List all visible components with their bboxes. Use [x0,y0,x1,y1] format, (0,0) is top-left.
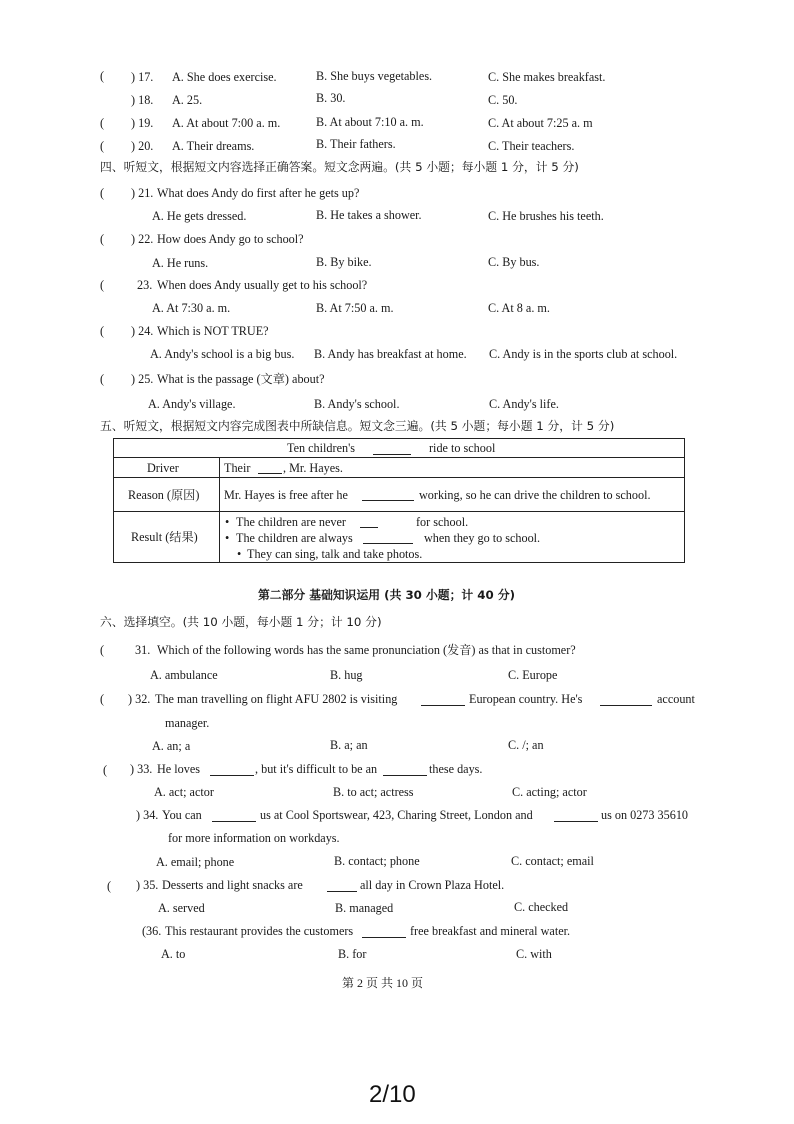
reason-pre: Mr. Hayes is free after he [224,488,348,502]
page-index: 2/10 [369,1081,416,1108]
q33-stem-3: these days. [429,762,483,776]
q34-stem-1: You can [162,808,202,822]
q18-option-c: C. 50. [488,93,518,107]
q20-number: ) 20. [131,139,154,153]
q25-stem: What is the passage (文章) about? [157,372,325,386]
driver-blank [258,473,282,474]
q24-number: ) 24. [131,324,154,338]
q25-option-c: C. Andy's life. [489,397,559,411]
q32-option-c: C. /; an [508,738,544,752]
q31-option-a: A. ambulance [150,668,218,682]
page-footer-label: 第 2 页 共 10 页 [342,976,424,990]
driver-post: , Mr. Hayes. [283,461,343,475]
q25-paren: ( [100,372,105,386]
driver-label-cell [114,458,220,478]
q34-stem-2: us at Cool Sportswear, 423, Charing Street, London and [260,808,533,822]
q33-blank-2 [383,775,427,776]
section-5-heading: 五、听短文，根据短文内容完成图表中所缺信息。短文念三遍。(共 5 小题；每小题 1 分，计 5 分) [100,419,615,433]
q22-stem: How does Andy go to school? [157,232,304,246]
q34-stem-4: for more information on workdays. [168,831,340,845]
q23-option-b: B. At 7:50 a. m. [316,301,394,315]
q17-option-c: C. She makes breakfast. [488,70,606,84]
q19-number: ) 19. [131,116,154,130]
q22-paren: ( [100,232,105,246]
q36-option-c: C. with [516,947,552,961]
result-value-cell [220,512,685,563]
result-1-blank [360,527,378,528]
table-title-left: Ten children's [287,441,356,455]
q32-number: ) 32. [128,692,151,706]
result-1-pre: The children are never [236,515,346,529]
q17-option-a: A. She does exercise. [172,70,277,84]
q36-option-b: B. for [338,947,367,961]
q23-option-c: C. At 8 a. m. [488,301,550,315]
listening-chart-table [113,438,685,563]
table-title-blank [373,454,411,455]
q22-option-c: C. By bus. [488,255,540,269]
q21-stem: What does Andy do first after he gets up? [157,186,360,200]
q20-paren: ( [100,139,105,153]
q35-option-a: A. served [158,901,205,915]
part-2-heading: 第二部分 基础知识运用 (共 30 小题；计 40 分) [258,588,516,602]
q34-stem-3: us on 0273 35610 [601,808,689,822]
q25-number: ) 25. [131,372,154,386]
q18-option-b: B. 30. [316,91,346,105]
q20-option-b: B. Their fathers. [316,137,396,151]
q33-stem-2: , but it's difficult to be an [255,762,378,776]
q21-option-c: C. He brushes his teeth. [488,209,604,223]
reason-label-cell [114,478,220,512]
q23-option-a: A. At 7:30 a. m. [152,301,231,315]
q33-number: ) 33. [130,762,153,776]
q35-paren: ( [107,879,112,893]
reason-blank [362,500,414,501]
q36-option-a: A. to [161,947,186,961]
driver-label: Driver [147,461,179,475]
q31-option-c: C. Europe [508,668,558,682]
q19-option-c: C. At about 7:25 a. m [488,116,593,130]
q32-blank-1 [421,705,465,706]
q22-option-a: A. He runs. [152,256,209,270]
q24-stem: Which is NOT TRUE? [157,324,269,338]
q35-number: ) 35. [136,878,159,892]
q19-option-a: A. At about 7:00 a. m. [172,116,281,130]
q22-option-b: B. By bike. [316,255,372,269]
q31-paren: ( [100,643,105,657]
table-title-right: ride to school [429,441,496,455]
q25-option-b: B. Andy's school. [314,397,400,411]
q21-paren: ( [100,186,105,200]
q32-stem-3: account [657,692,695,706]
q34-option-c: C. contact; email [511,854,594,868]
q18-number: ) 18. [131,93,154,107]
q31-option-b: B. hug [330,668,363,682]
q24-paren: ( [100,324,105,338]
reason-value-cell [220,478,685,512]
q20-option-a: A. Their dreams. [172,139,255,153]
q19-paren: ( [100,116,105,130]
result-bullet-1: • [225,515,230,529]
q24-option-a: A. Andy's school is a big bus. [150,347,295,361]
q36-number: (36. [142,924,162,938]
q34-blank-2 [554,821,598,822]
q32-option-b: B. a; an [330,738,368,752]
q36-stem-1: This restaurant provides the customers [165,924,354,938]
section-6-heading: 六、选择填空。(共 10 小题，每小题 1 分；计 10 分) [100,615,382,629]
driver-value-cell [220,458,685,478]
q34-blank-1 [212,821,256,822]
q33-option-c: C. acting; actor [512,785,587,799]
q17-option-b: B. She buys vegetables. [316,69,433,83]
table-title-cell [114,439,685,458]
q32-stem-4: manager. [165,716,210,730]
q31-number: 31. [135,643,151,657]
q23-paren: ( [100,278,105,292]
q19-option-b: B. At about 7:10 a. m. [316,115,424,129]
q34-number: ) 34. [136,808,159,822]
result-label: Result (结果) [131,530,198,544]
result-2-post: when they go to school. [424,531,541,545]
q35-stem-2: all day in Crown Plaza Hotel. [360,878,505,892]
result-1-post: for school. [416,515,469,529]
q17-paren: ( [100,69,105,83]
q32-stem-2: European country. He's [469,692,583,706]
q17-number: ) 17. [131,70,154,84]
q34-option-b: B. contact; phone [334,854,420,868]
q31-stem: Which of the following words has the same pronunciation (发音) as that in customer? [157,643,576,657]
reason-post: working, so he can drive the children to school. [419,488,651,502]
q24-option-c: C. Andy is in the sports club at school. [489,347,678,361]
q33-option-a: A. act; actor [154,785,214,799]
q33-stem-1: He loves [157,762,200,776]
driver-pre: Their [224,461,251,475]
q21-number: ) 21. [131,186,154,200]
q24-option-b: B. Andy has breakfast at home. [314,347,467,361]
q23-stem: When does Andy usually get to his school? [157,278,368,292]
result-bullet-2: • [225,531,230,545]
q33-paren: ( [103,763,108,777]
q35-stem-1: Desserts and light snacks are [162,878,303,892]
result-label-cell [114,512,220,563]
q18-option-a: A. 25. [172,93,203,107]
q35-blank-1 [327,891,357,892]
result-3: They can sing, talk and take photos. [247,547,423,561]
result-bullet-3: • [237,547,242,561]
q35-option-c: C. checked [514,900,569,914]
q32-option-a: A. an; a [152,739,191,753]
q35-option-b: B. managed [335,901,394,915]
q34-option-a: A. email; phone [156,855,235,869]
q22-number: ) 22. [131,232,154,246]
result-2-pre: The children are always [236,531,353,545]
reason-label: Reason (原因) [128,488,200,502]
result-2-blank [363,543,413,544]
q36-stem-2: free breakfast and mineral water. [410,924,571,938]
q32-stem-1: The man travelling on flight AFU 2802 is visiting [155,692,398,706]
q33-blank-1 [210,775,254,776]
q32-paren: ( [100,692,105,706]
q33-option-b: B. to act; actress [333,785,414,799]
q32-blank-2 [600,705,652,706]
q36-blank-1 [362,937,406,938]
q21-option-a: A. He gets dressed. [152,209,247,223]
section-4-heading: 四、听短文，根据短文内容选择正确答案。短文念两遍。(共 5 小题；每小题 1 分，计 5 分) [100,160,579,174]
q25-option-a: A. Andy's village. [148,397,236,411]
q23-number: 23. [137,278,153,292]
q20-option-c: C. Their teachers. [488,139,575,153]
q21-option-b: B. He takes a shower. [316,208,422,222]
